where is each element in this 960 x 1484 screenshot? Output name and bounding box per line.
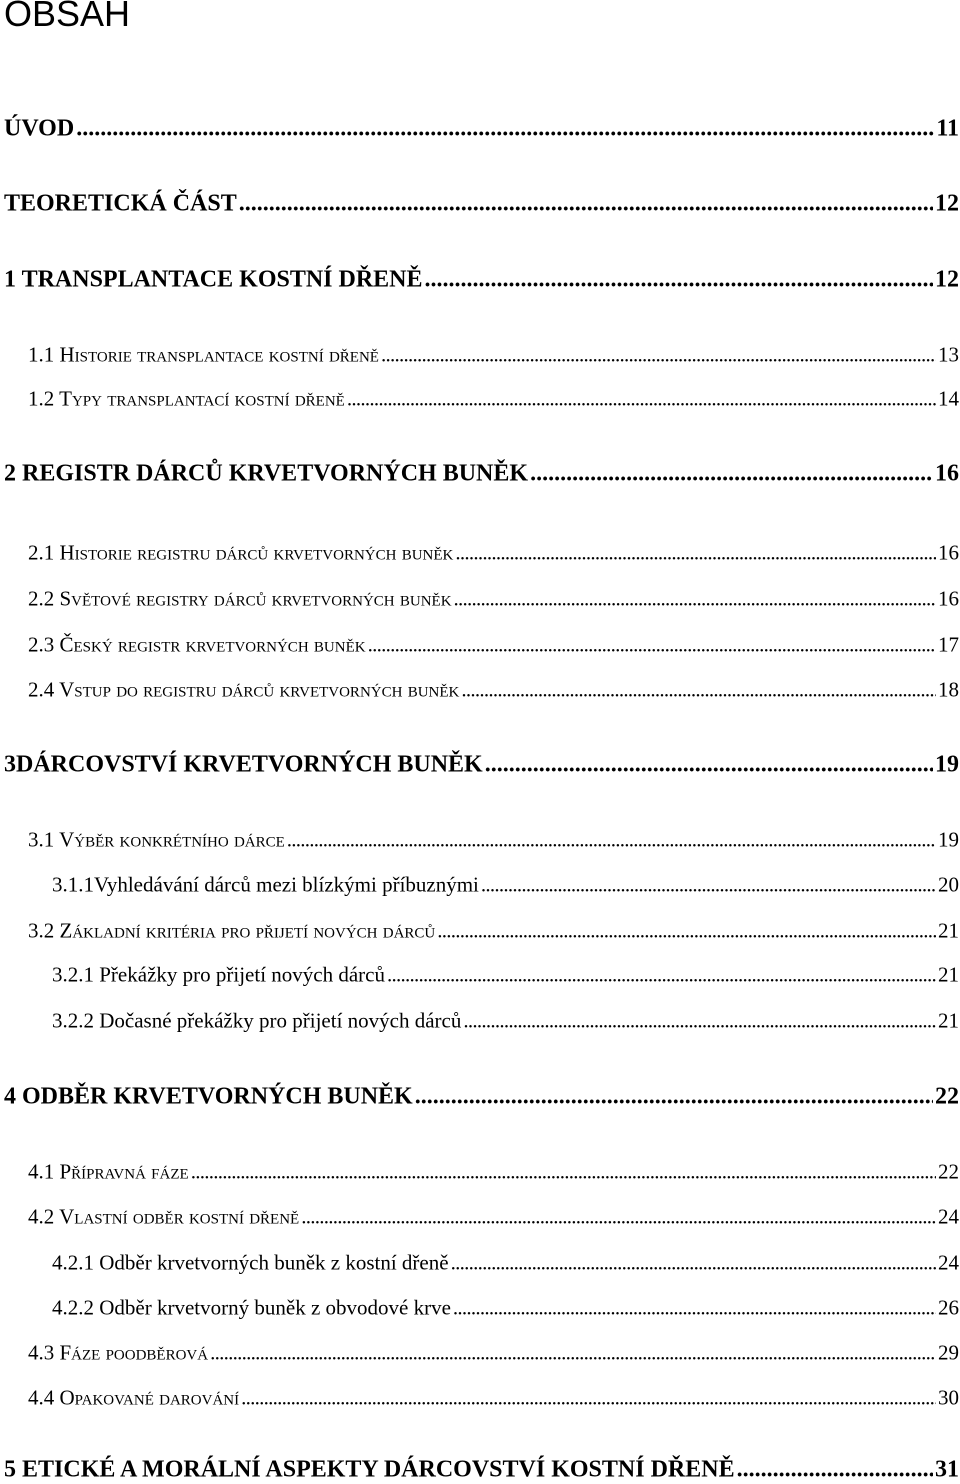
toc-leader-dots — [461, 678, 936, 703]
toc-leader-dots — [191, 1160, 936, 1185]
toc-entry-page: 21 — [938, 918, 959, 943]
toc-entry-page: 17 — [938, 632, 959, 657]
toc-entry-page: 16 — [935, 460, 959, 487]
toc-entry-page: 20 — [938, 872, 959, 897]
toc-entry-page: 21 — [938, 1008, 959, 1033]
toc-entry-title: 4.1 Přípravná fáze — [28, 1159, 189, 1184]
toc-entry-4-2[interactable] — [28, 1205, 959, 1230]
toc-entry-title: 3.1 Výběr konkrétního dárce — [28, 827, 285, 852]
toc-entry-3-2-2[interactable] — [52, 1009, 959, 1034]
toc-leader-dots — [454, 587, 936, 612]
toc-entry-page: 24 — [938, 1250, 959, 1275]
toc-entry-uvod[interactable] — [4, 116, 959, 143]
toc-leader-dots — [210, 1341, 936, 1366]
toc-entry-2-2[interactable] — [28, 587, 959, 612]
toc-entry-title: 4.2.1 Odběr krvetvorných buněk z kostní dřeně — [52, 1250, 449, 1275]
toc-entry-4-2-1[interactable] — [52, 1251, 959, 1276]
toc-entry-4-2-2[interactable] — [52, 1296, 959, 1321]
toc-leader-dots — [239, 191, 933, 218]
toc-leader-dots — [737, 1457, 933, 1484]
toc-entry-3[interactable] — [4, 752, 959, 779]
toc-leader-dots — [415, 1084, 933, 1111]
toc-entry-4-3[interactable] — [28, 1341, 959, 1366]
toc-leader-dots — [530, 461, 933, 488]
toc-entry-title: TEORETICKÁ ČÁST — [4, 190, 237, 217]
toc-entry-4-4[interactable] — [28, 1386, 959, 1411]
toc-entry-page: 22 — [938, 1159, 959, 1184]
toc-entry-teoreticka-cast[interactable] — [4, 191, 959, 218]
toc-leader-dots — [381, 343, 936, 368]
toc-entry-title: 1 TRANSPLANTACE KOSTNÍ DŘENĚ — [4, 266, 423, 293]
toc-leader-dots — [76, 116, 934, 143]
toc-entry-page: 13 — [938, 342, 959, 367]
toc-leader-dots — [347, 387, 936, 412]
toc-entry-title: 3.2 Základní kritéria pro přijetí nových dárců — [28, 918, 436, 943]
toc-entry-page: 14 — [938, 386, 959, 411]
toc-entry-1-2[interactable] — [28, 387, 959, 412]
toc-entry-5[interactable] — [4, 1457, 959, 1484]
toc-entry-title: 1.2 Typy transplantací kostní dřeně — [28, 386, 345, 411]
toc-entry-page: 19 — [938, 827, 959, 852]
toc-entry-title: 2 REGISTR DÁRCŮ KRVETVORNÝCH BUNĚK — [4, 460, 529, 487]
toc-leader-dots — [287, 828, 936, 853]
toc-entry-title: 2.2 Světové registry dárců krvetvorných buněk — [28, 586, 452, 611]
toc-entry-1-1[interactable] — [28, 343, 959, 368]
toc-entry-page: 11 — [936, 115, 959, 142]
toc-leader-dots — [425, 267, 933, 294]
toc-entry-1[interactable] — [4, 267, 959, 294]
toc-entry-title: 3DÁRCOVSTVÍ KRVETVORNÝCH BUNĚK — [4, 751, 483, 778]
toc-entry-3-2[interactable] — [28, 919, 959, 944]
toc-entry-page: 18 — [938, 677, 959, 702]
toc-entry-4-1[interactable] — [28, 1160, 959, 1185]
toc-leader-dots — [453, 1296, 936, 1321]
toc-entry-page: 21 — [938, 962, 959, 987]
toc-entry-page: 22 — [935, 1083, 959, 1110]
toc-leader-dots — [485, 752, 933, 779]
toc-entry-2[interactable] — [4, 461, 959, 488]
toc-leader-dots — [481, 873, 936, 898]
toc-leader-dots — [368, 633, 936, 658]
toc-leader-dots — [463, 1009, 936, 1034]
toc-entry-2-3[interactable] — [28, 633, 959, 658]
toc-leader-dots — [301, 1205, 936, 1230]
toc-entry-page: 30 — [938, 1385, 959, 1410]
toc-entry-3-1[interactable] — [28, 828, 959, 853]
toc-entry-page: 12 — [935, 190, 959, 217]
toc-entry-page: 16 — [938, 540, 959, 565]
toc-leader-dots — [387, 963, 936, 988]
toc-entry-3-1-1[interactable] — [52, 873, 959, 898]
toc-entry-title: 2.4 Vstup do registru dárců krvetvorných buněk — [28, 677, 460, 702]
toc-entry-page: 24 — [938, 1204, 959, 1229]
toc-entry-title: 1.1 Historie transplantace kostní dřeně — [28, 342, 379, 367]
toc-entry-page: 12 — [935, 266, 959, 293]
toc-entry-title: 4.2.2 Odběr krvetvorný buněk z obvodové krve — [52, 1295, 451, 1320]
toc-entry-page: 19 — [935, 751, 959, 778]
toc-entry-title: 4.3 Fáze poodběrová — [28, 1340, 209, 1365]
toc-entry-title: ÚVOD — [4, 115, 75, 142]
toc-entry-title: 5 ETICKÉ A MORÁLNÍ ASPEKTY DÁRCOVSTVÍ KOSTNÍ DŘENĚ — [4, 1456, 735, 1483]
toc-entry-title: 3.2.2 Dočasné překážky pro přijetí nových dárců — [52, 1008, 462, 1033]
toc-leader-dots — [455, 541, 936, 566]
toc-entry-title: 3.2.1 Překážky pro přijetí nových dárců — [52, 962, 385, 987]
toc-entry-4[interactable] — [4, 1084, 959, 1111]
toc-entry-title: 4.4 Opakované darování — [28, 1385, 240, 1410]
toc-entry-title: 2.3 Český registr krvetvorných buněk — [28, 632, 366, 657]
page-title: OBSAH — [4, 0, 131, 34]
toc-entry-3-2-1[interactable] — [52, 963, 959, 988]
toc-entry-title: 2.1 Historie registru dárců krvetvorných buněk — [28, 540, 454, 565]
toc-entry-page: 16 — [938, 586, 959, 611]
toc-entry-2-4[interactable] — [28, 678, 959, 703]
toc-leader-dots — [437, 919, 936, 944]
toc-leader-dots — [241, 1386, 936, 1411]
toc-entry-title: 3.1.1Vyhledávání dárců mezi blízkými příbuznými — [52, 872, 479, 897]
toc-leader-dots — [451, 1251, 936, 1276]
toc-entry-page: 31 — [935, 1456, 959, 1483]
toc-entry-2-1[interactable] — [28, 541, 959, 566]
toc-entry-page: 29 — [938, 1340, 959, 1365]
toc-entry-page: 26 — [938, 1295, 959, 1320]
toc-entry-title: 4 ODBĚR KRVETVORNÝCH BUNĚK — [4, 1083, 413, 1110]
toc-entry-title: 4.2 Vlastní odběr kostní dřeně — [28, 1204, 300, 1229]
